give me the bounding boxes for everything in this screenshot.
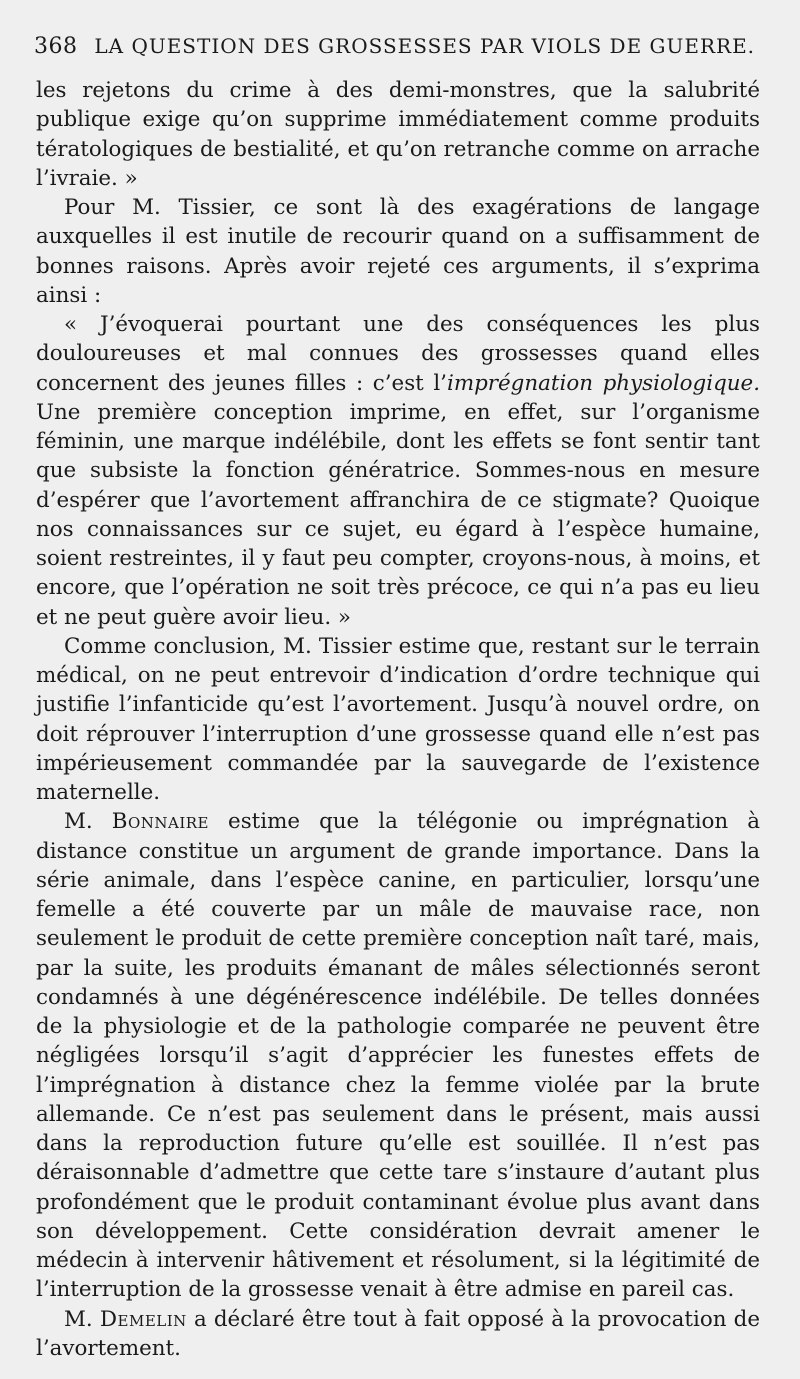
- speaker-title: M.: [64, 1306, 93, 1332]
- paragraph-5-text: estime que la télégonie ou imprégnation à distance constitue un argument de grande importance. Dans la série animale, dans l’espèce canine, en particulier, lorsqu’une femelle a été couverte par un mâle de mauvaise race, non seulement le produit de cette première conception naît taré, mais, par la suite, les produits émanant de mâles sélectionnés seront condamnés à une dégénérescence indélébile. De telles données de la physiologie et de la pathologie comparée ne peuvent être négligées lorsqu’il s’agit d’apprécier les funestes effets de l’imprégnation à distance chez la femme violée par la brute allemande. Ce n’est pas seulement dans le présent, mais aussi dans la reproduction future qu’elle est souillée. Il n’est pas déraisonnable d’admettre que cette tare s’instaure d’autant plus profondément que le produit contaminant évolue plus avant dans son développement. Cette considération devrait amener le médecin à intervenir hâtivement et résolument, si la légitimité de l’interruption de la grossesse venait à être admise en pareil cas.: [36, 809, 760, 1303]
- paragraph-2: Pour M. Tissier, ce sont là des exagérations de langage auxquelles il est inutile de recourir quand on a suffisamment de bonnes raisons. Après avoir rejeté ces arguments, il s’exprima ainsi :: [36, 195, 760, 308]
- speaker-name-demelin: Demelin: [99, 1306, 187, 1332]
- page-number: 368: [34, 34, 78, 59]
- running-title: LA QUESTION DES GROSSESSES PAR VIOLS DE GUERRE.: [94, 34, 756, 58]
- paragraph-3-quote: [36, 310, 760, 632]
- paragraph-1: les rejetons du crime à des demi-monstres, que la salubrité publique exige qu’on supprime immédiatement comme produits tératologiques de bestialité, et qu’on retranche comme on arrache l’ivraie. »: [36, 78, 760, 191]
- paragraph-5: [36, 807, 760, 1304]
- speaker-title: M.: [64, 809, 93, 835]
- body-text: [36, 76, 760, 1363]
- speaker-name-bonnaire: Bonnaire: [111, 809, 210, 835]
- quote-text-start: « J’évoquerai pourtant une des conséquences les plus douloureuses et mal connues des grossesses quand elles concernent des jeunes filles : c’est l’: [36, 312, 760, 396]
- paragraph-6-text: a déclaré être tout à fait opposé à la provocation de l’avortement.: [36, 1306, 761, 1361]
- italic-term: imprégnation physiologique.: [446, 370, 761, 396]
- quote-text-end: Une première conception imprime, en effet, sur l’organisme féminin, une marque indélébile, dont les effets se font sentir tant que subsiste la fonction génératrice. Sommes-nous en mesure d’espérer que l’avortement affranchira de ce stigmate? Quoique nos connaissances sur ce sujet, eu égard à l’espèce humaine, soient restreintes, il y faut peu compter, croyons-nous, à moins, et encore, que l’opération ne soit très précoce, ce qui n’a pas eu lieu et ne peut guère avoir lieu. »: [36, 399, 760, 630]
- paragraph-6: [36, 1305, 760, 1364]
- paragraph-4: Comme conclusion, M. Tissier estime que, restant sur le terrain médical, on ne peut entrevoir d’indication d’ordre technique qui justifie l’infanticide qu’est l’avortement. Jusqu’à nouvel ordre, on doit réprouver l’interruption d’une grossesse quand elle n’est pas impérieusement commandée par la sauvegarde de l’existence maternelle.: [36, 633, 760, 805]
- running-header: [34, 34, 760, 59]
